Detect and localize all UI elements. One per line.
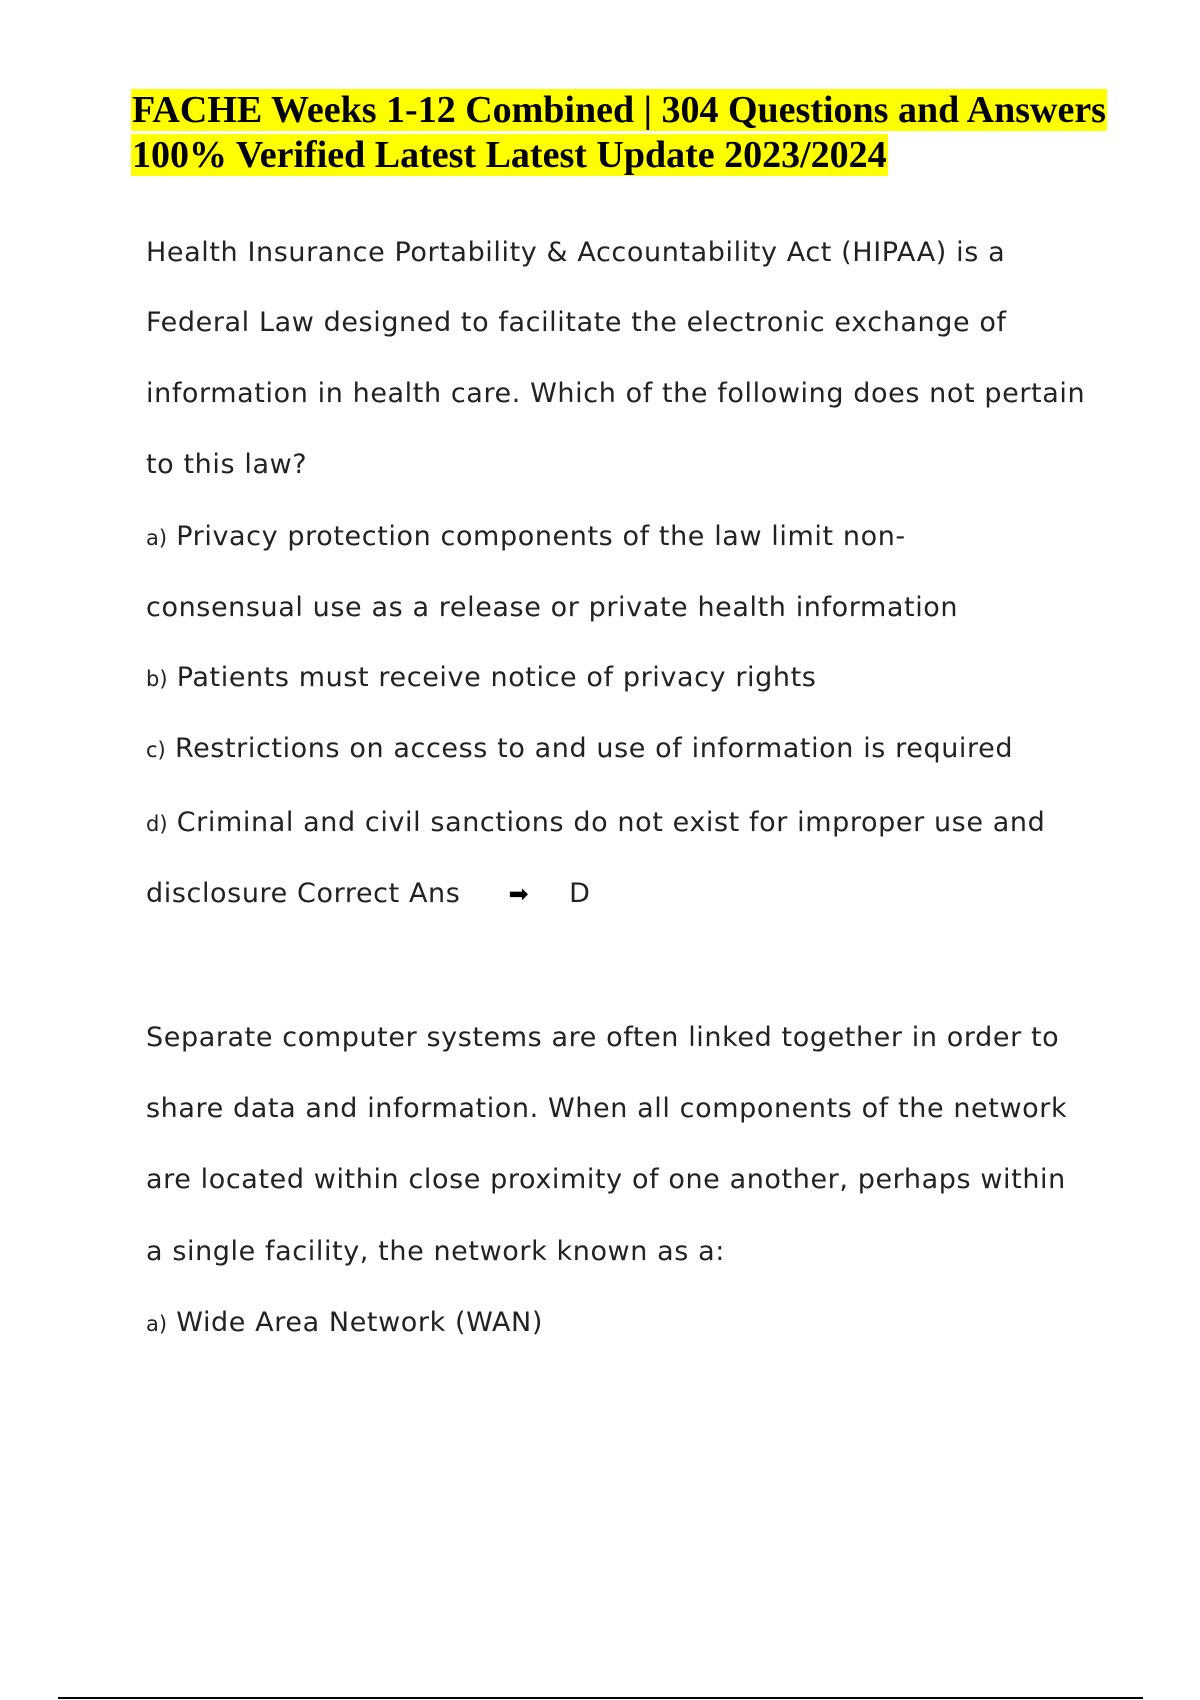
option-letter: d)	[146, 812, 168, 836]
option-text: disclosure Correct Ans	[146, 878, 461, 909]
option-text: Criminal and civil sanctions do not exist for improper use and	[176, 807, 1046, 838]
q2-option-a	[146, 1306, 543, 1341]
q1-stem-line-4: to this law?	[146, 449, 308, 480]
q2-stem-line-1: Separate computer systems are often linked together in order to	[146, 1022, 1060, 1053]
option-letter: a)	[146, 526, 168, 550]
option-text: Wide Area Network (WAN)	[176, 1307, 543, 1338]
option-text: Patients must receive notice of privacy rights	[176, 662, 817, 693]
q1-option-c	[146, 732, 1013, 767]
option-letter: b)	[146, 667, 168, 691]
footer-divider	[58, 1697, 1143, 1699]
q1-option-a	[146, 520, 906, 555]
document-title	[131, 88, 1131, 178]
q1-stem-line-2: Federal Law designed to facilitate the electronic exchange of	[146, 307, 1007, 338]
option-letter: a)	[146, 1312, 168, 1336]
q1-option-a-line-2: consensual use as a release or private health information	[146, 592, 959, 623]
title-highlight: FACHE Weeks 1-12 Combined | 304 Questions and Answers 100% Verified Latest Latest Update 2023/2024	[132, 89, 1106, 176]
q1-stem-line-3: information in health care. Which of the following does not pertain	[146, 378, 1086, 409]
right-arrow-icon: ➡	[508, 880, 530, 908]
option-text: Restrictions on access to and use of information is required	[174, 733, 1014, 764]
q1-option-d	[146, 806, 1045, 841]
q1-stem-line-1: Health Insurance Portability & Accountability Act (HIPAA) is a	[146, 237, 1006, 268]
q2-stem-line-3: are located within close proximity of one another, perhaps within	[146, 1164, 1066, 1195]
option-text: Privacy protection components of the law limit non-	[176, 521, 906, 552]
q1-option-b	[146, 661, 816, 696]
q1-answer-line	[146, 877, 591, 911]
correct-answer: D	[569, 878, 591, 909]
q2-stem-line-4: a single facility, the network known as a:	[146, 1236, 725, 1267]
option-letter: c)	[146, 738, 166, 762]
q2-stem-line-2: share data and information. When all components of the network	[146, 1093, 1068, 1124]
